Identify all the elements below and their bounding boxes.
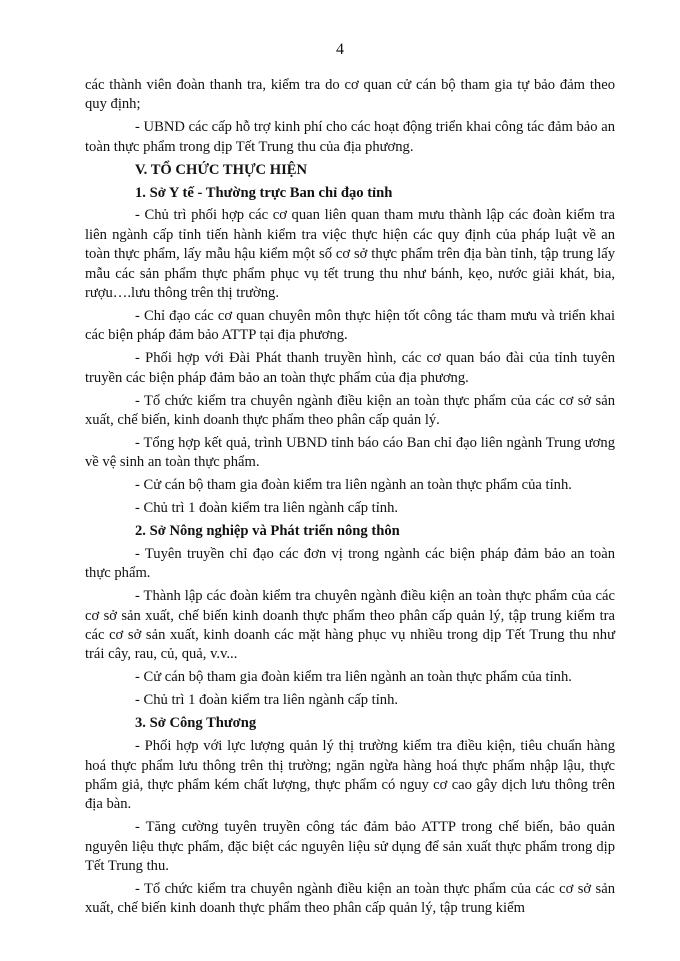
paragraph: - Chủ trì 1 đoàn kiểm tra liên ngành cấp tỉnh. bbox=[135, 500, 399, 517]
subsection-heading: 1. Sở Y tế - Thường trực Ban chỉ đạo tỉnh bbox=[135, 184, 393, 201]
paragraph: các thành viên đoàn thanh tra, kiểm tra do cơ quan cử cán bộ tham gia tự bảo đảm theo quy định; bbox=[85, 77, 615, 113]
paragraph: - Tổng hợp kết quả, trình UBND tỉnh báo cáo Ban chỉ đạo liên ngành Trung ương về vệ sinh an toàn thực phẩm. bbox=[85, 434, 615, 471]
paragraph: - Cử cán bộ tham gia đoàn kiểm tra liên ngành an toàn thực phẩm của tỉnh. bbox=[135, 477, 572, 494]
document-body bbox=[85, 76, 615, 919]
paragraph: - Tăng cường tuyên truyền công tác đảm bảo ATTP trong chế biến, bảo quản nguyên liệu thực phẩm, đặc biệt các nguyên liệu sử dụng để sản xuất thực phẩm trong dịp Tết Trung thu. bbox=[85, 819, 615, 875]
subsection-heading: 2. Sở Nông nghiệp và Phát triển nông thôn bbox=[135, 523, 400, 540]
subsection-heading: 3. Sở Công Thương bbox=[135, 715, 257, 732]
paragraph: - Tuyên truyền chỉ đạo các đơn vị trong ngành các biện pháp đảm bảo an toàn thực phẩm. bbox=[85, 545, 615, 582]
page-number: 4 bbox=[336, 41, 344, 58]
section-heading: V. TỔ CHỨC THỰC HIỆN bbox=[135, 161, 308, 178]
paragraph: - Chủ trì phối hợp các cơ quan liên quan tham mưu thành lập các đoàn kiểm tra liên ngành cấp tỉnh tiến hành kiểm tra việc thực hiện các quy định của pháp luật về an toàn thực phẩm, lấy mẫu hậu kiểm một số cơ sở thực phẩm trên địa bàn tỉnh, tập trung lấy mẫu các sản phẩm thực phẩm phục vụ tết trung thu như bánh, kẹo, nước giải khát, bia, rượu….lưu thông trên thị trường. bbox=[85, 207, 615, 302]
paragraph: - Chủ trì 1 đoàn kiểm tra liên ngành cấp tỉnh. bbox=[135, 692, 399, 709]
paragraph: - Chỉ đạo các cơ quan chuyên môn thực hiện tốt công tác tham mưu và triển khai các biện pháp đảm bảo ATTP tại địa phương. bbox=[85, 307, 615, 344]
paragraph: - Phối hợp với Đài Phát thanh truyền hình, các cơ quan báo đài của tỉnh tuyên truyền các biện pháp đảm bảo an toàn thực phẩm của địa phương. bbox=[85, 350, 615, 386]
paragraph: - Cử cán bộ tham gia đoàn kiểm tra liên ngành an toàn thực phẩm của tỉnh. bbox=[135, 669, 572, 686]
paragraph: - Phối hợp với lực lượng quản lý thị trường kiểm tra điều kiện, tiêu chuẩn hàng hoá thực phẩm lưu thông trên thị trường; ngăn ngừa hàng hoá thực phẩm nhập lậu, thực phẩm giả, thực phẩm kém chất lượng, thực phẩm có nguy cơ cao gây dịch lưu thông trên địa bàn. bbox=[85, 738, 615, 813]
paragraph: - Tổ chức kiểm tra chuyên ngành điều kiện an toàn thực phẩm của các cơ sở sản xuất, chế biến, kinh doanh thực phẩm theo phân cấp quản lý. bbox=[85, 392, 615, 428]
paragraph: - Thành lập các đoàn kiểm tra chuyên ngành điều kiện an toàn thực phẩm của các cơ sở sản xuất, chế biến kinh doanh thực phẩm theo phân cấp quản lý, tập trung kiểm tra các cơ sở sản xuất, kinh doanh các mặt hàng phục vụ nhiều trong dịp Tết Trung thu như trái cây, rau, củ, quả, v.v... bbox=[85, 588, 615, 663]
paragraph: - UBND các cấp hỗ trợ kinh phí cho các hoạt động triển khai công tác đảm bảo an toàn thực phẩm trong dịp Tết Trung thu của địa phương. bbox=[85, 119, 615, 155]
paragraph: - Tổ chức kiểm tra chuyên ngành điều kiện an toàn thực phẩm của các cơ sở sản xuất, chế biến kinh doanh thực phẩm theo phân cấp quản lý, tập trung kiểm bbox=[85, 880, 615, 917]
